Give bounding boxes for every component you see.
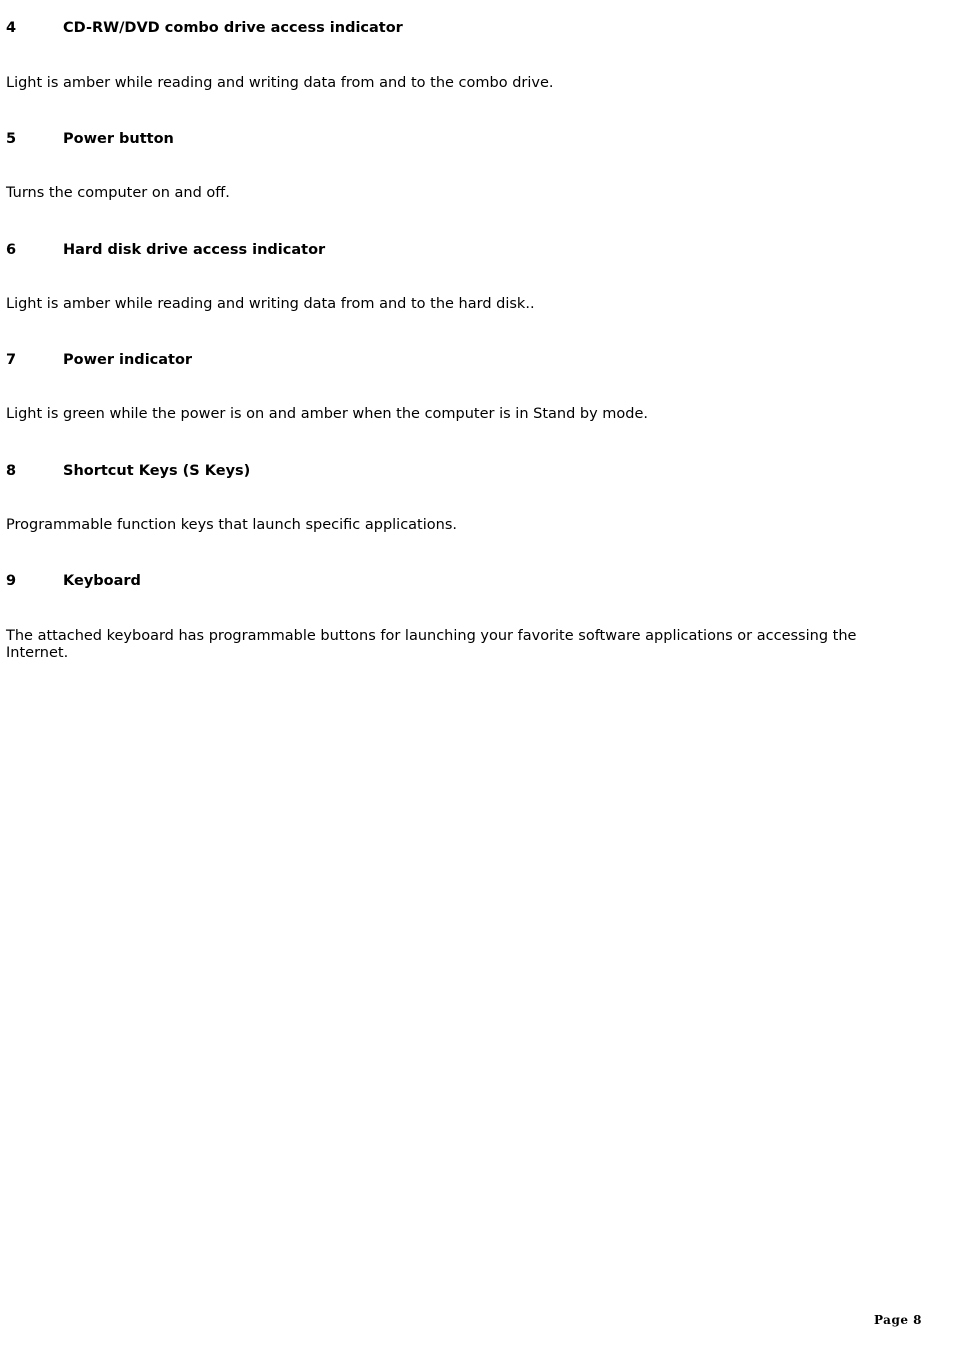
section-number: 6 (6, 242, 17, 258)
section-title: Hard disk drive access indicator (63, 242, 326, 258)
section-number: 9 (6, 573, 17, 589)
section-title: Power button (63, 131, 174, 147)
section-body-5: Turns the computer on and off. (6, 185, 230, 201)
section-heading-5 (6, 130, 174, 148)
section-title: Shortcut Keys (S Keys) (63, 463, 251, 479)
section-number: 7 (6, 352, 17, 368)
section-body-9: The attached keyboard has programmable buttons for launching your favorite software applications or accessing the Internet. (6, 628, 857, 661)
section-number: 5 (6, 131, 17, 147)
section-heading-8 (6, 462, 250, 480)
section-body-8: Programmable function keys that launch specific applications. (6, 517, 458, 533)
section-heading-4 (6, 19, 403, 37)
page-number: Page 8 (873, 1313, 922, 1327)
section-heading-7 (6, 351, 192, 369)
section-body-4: Light is amber while reading and writing data from and to the combo drive. (6, 75, 554, 91)
section-body-7: Light is green while the power is on and amber when the computer is in Stand by mode. (6, 406, 649, 422)
section-heading-6 (6, 241, 325, 259)
section-number: 8 (6, 463, 17, 479)
section-heading-9 (6, 572, 141, 590)
section-title: CD-RW/DVD combo drive access indicator (63, 20, 403, 36)
section-title: Power indicator (63, 352, 193, 368)
section-body-6: Light is amber while reading and writing data from and to the hard disk.. (6, 296, 535, 312)
section-number: 4 (6, 20, 17, 36)
section-title: Keyboard (63, 573, 141, 589)
